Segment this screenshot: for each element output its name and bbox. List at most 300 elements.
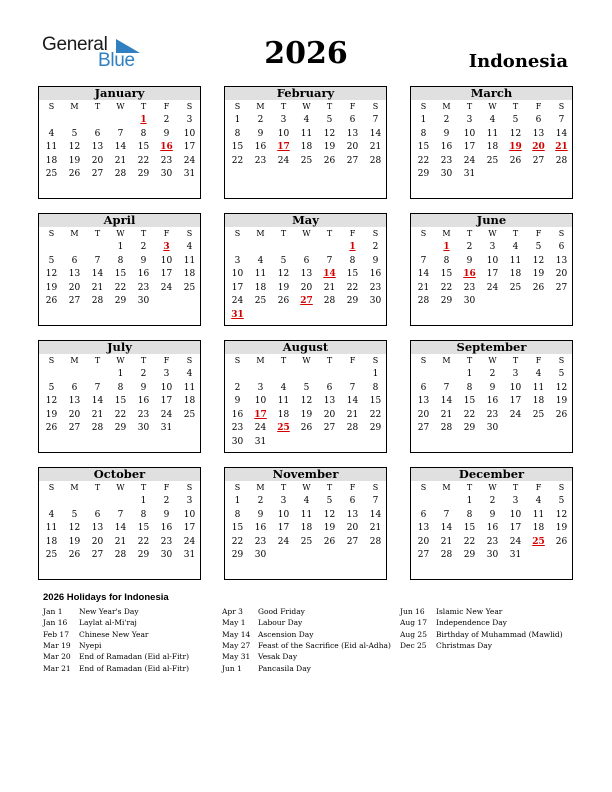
day-cell: 17 [160, 269, 173, 280]
day-cell: 28 [417, 296, 430, 307]
day-cell: 8 [349, 255, 356, 266]
day-cell: 22 [463, 409, 476, 420]
month-april [38, 213, 201, 326]
day-cell: 18 [45, 536, 58, 547]
weekday-header: W [488, 102, 497, 111]
holiday-name: Good Friday [258, 607, 305, 616]
weekday-header: S [372, 356, 379, 365]
holiday-name: Feast of the Sacrifice (Eid al-Adha) [258, 640, 391, 650]
day-cell: 11 [486, 128, 499, 139]
day-cell: 27 [346, 536, 359, 547]
day-cell: 16 [137, 396, 150, 407]
weekday-header: S [186, 483, 193, 492]
weekday-header: F [349, 102, 356, 111]
weekday-header: F [349, 356, 356, 365]
day-cell: 4 [186, 242, 193, 252]
day-cell: 5 [326, 496, 333, 506]
day-cell: 7 [443, 382, 450, 393]
day-cell: 31 [183, 550, 196, 561]
weekday-header: F [535, 229, 542, 238]
holiday-name: End of Ramadan (Eid al-Fitr) [79, 663, 190, 673]
holiday-day-cell: 17 [254, 409, 267, 420]
day-cell: 1 [117, 242, 124, 252]
month-february [224, 86, 387, 199]
weekday-header: T [466, 356, 473, 365]
day-cell: 26 [45, 296, 58, 307]
weekday-header: T [280, 483, 287, 492]
day-cell: 14 [369, 128, 382, 139]
weekday-header-row [39, 482, 200, 494]
day-cell: 13 [91, 142, 104, 153]
weekday-header: T [326, 102, 333, 111]
day-cell: 17 [183, 142, 196, 153]
weekday-header: F [535, 356, 542, 365]
weekday-header: M [256, 229, 265, 238]
holiday-date: Jan 16 [43, 618, 68, 628]
day-cell: 7 [420, 255, 427, 266]
day-cell: 7 [117, 509, 124, 520]
holiday-day-cell: 3 [163, 242, 170, 252]
month-title: November [225, 468, 386, 481]
day-cell: 28 [369, 536, 382, 547]
day-cell: 13 [323, 396, 336, 407]
day-cell: 8 [140, 509, 147, 520]
day-cell: 10 [463, 128, 476, 139]
day-cell: 30 [137, 423, 150, 434]
weekday-header-row [225, 228, 386, 240]
weekday-header: F [349, 229, 356, 238]
day-cell: 4 [257, 255, 264, 266]
weekday-header-row [411, 355, 572, 367]
day-cell: 2 [257, 115, 264, 125]
weekday-header: S [234, 229, 241, 238]
weekday-header: M [442, 483, 451, 492]
day-cell: 3 [512, 496, 519, 506]
day-cell: 18 [277, 409, 290, 420]
day-cell: 8 [372, 382, 379, 393]
weekday-header: T [466, 483, 473, 492]
weekday-header: F [535, 102, 542, 111]
day-cell: 31 [160, 423, 173, 434]
day-cell: 12 [509, 128, 522, 139]
weekday-header: W [116, 229, 125, 238]
day-cell: 11 [509, 255, 522, 266]
day-cell: 2 [489, 496, 496, 506]
day-cell: 28 [323, 296, 336, 307]
holiday-name: Chinese New Year [79, 629, 149, 639]
day-cell: 5 [71, 509, 78, 520]
day-cell: 4 [303, 115, 310, 125]
day-cell: 24 [183, 155, 196, 166]
day-cell: 27 [417, 423, 430, 434]
day-cell: 14 [91, 396, 104, 407]
holiday-date: Mar 20 [43, 652, 71, 662]
day-cell: 21 [323, 282, 336, 293]
day-cell: 14 [91, 269, 104, 280]
day-cell: 21 [440, 409, 453, 420]
day-cell: 26 [323, 155, 336, 166]
logo-word-general: General [42, 34, 108, 55]
day-cell: 21 [440, 536, 453, 547]
day-cell: 30 [231, 437, 244, 447]
day-cell: 10 [160, 255, 173, 266]
day-cell: 8 [466, 509, 473, 520]
day-cell: 14 [555, 128, 568, 139]
day-cell: 21 [346, 409, 359, 420]
day-cell: 4 [535, 369, 542, 379]
day-cell: 7 [372, 115, 379, 125]
month-may [224, 213, 387, 326]
day-cell: 19 [277, 282, 290, 293]
day-cell: 24 [463, 155, 476, 166]
day-cell: 18 [300, 523, 313, 534]
day-cell: 26 [532, 282, 545, 293]
day-cell: 20 [68, 282, 81, 293]
weekday-header: F [163, 483, 170, 492]
day-cell: 23 [463, 282, 476, 293]
day-cell: 23 [254, 536, 267, 547]
day-cell: 28 [346, 423, 359, 434]
day-cell: 29 [137, 169, 150, 180]
day-cell: 18 [509, 269, 522, 280]
weekday-header: W [116, 102, 125, 111]
day-cell: 22 [369, 409, 382, 420]
day-cell: 3 [257, 382, 264, 393]
month-august [224, 340, 387, 453]
holiday-day-cell: 1 [140, 115, 147, 125]
day-cell: 7 [349, 382, 356, 393]
day-cell: 24 [183, 536, 196, 547]
day-cell: 11 [183, 382, 196, 393]
holiday-name: End of Ramadan (Eid al-Fitr) [79, 652, 190, 662]
weekday-header: F [535, 483, 542, 492]
day-cell: 10 [183, 509, 196, 520]
day-cell: 8 [443, 255, 450, 266]
day-cell: 11 [45, 523, 58, 534]
weekday-header-row [39, 355, 200, 367]
day-cell: 11 [45, 142, 58, 153]
weekday-header: T [512, 483, 519, 492]
day-cell: 9 [163, 509, 170, 520]
holiday-name: Vesak Day [258, 652, 298, 662]
day-cell: 1 [234, 496, 241, 506]
day-cell: 13 [68, 396, 81, 407]
day-cell: 22 [137, 536, 150, 547]
day-cell: 3 [466, 115, 473, 125]
day-cell: 27 [555, 282, 568, 293]
day-cell: 19 [68, 155, 81, 166]
day-cell: 11 [532, 509, 545, 520]
weekday-header: F [163, 102, 170, 111]
weekday-header-row [225, 101, 386, 113]
day-cell: 8 [117, 255, 124, 266]
holiday-day-cell: 31 [231, 310, 244, 320]
month-title: January [39, 87, 200, 100]
weekday-header: W [488, 229, 497, 238]
holiday-name: Ascension Day [258, 629, 314, 639]
month-title: October [39, 468, 200, 481]
day-cell: 26 [45, 423, 58, 434]
day-cell: 8 [117, 382, 124, 393]
day-cell: 13 [68, 269, 81, 280]
day-cell: 2 [163, 496, 170, 506]
weekday-header: T [280, 356, 287, 365]
day-cell: 31 [254, 437, 267, 447]
day-cell: 5 [558, 369, 565, 379]
day-cell: 15 [440, 269, 453, 280]
holiday-date: Mar 21 [43, 663, 71, 673]
day-cell: 23 [160, 155, 173, 166]
weekday-header: T [280, 102, 287, 111]
month-july [38, 340, 201, 453]
day-cell: 10 [277, 128, 290, 139]
day-cell: 20 [417, 536, 430, 547]
day-cell: 20 [555, 269, 568, 280]
weekday-header: S [372, 102, 379, 111]
day-cell: 28 [440, 550, 453, 561]
day-cell: 12 [277, 269, 290, 280]
weekday-header: S [558, 483, 565, 492]
day-cell: 1 [420, 115, 427, 125]
day-cell: 30 [463, 296, 476, 307]
day-cell: 26 [555, 536, 568, 547]
weekday-header: M [256, 356, 265, 365]
day-cell: 8 [420, 128, 427, 139]
weekday-header: S [48, 102, 55, 111]
day-cell: 3 [280, 496, 287, 506]
weekday-header-row [39, 101, 200, 113]
day-cell: 15 [369, 396, 382, 407]
holiday-day-cell: 25 [277, 423, 290, 434]
day-cell: 17 [463, 142, 476, 153]
holiday-name: Christmas Day [436, 640, 492, 650]
day-cell: 31 [183, 169, 196, 180]
day-cell: 5 [326, 115, 333, 125]
day-cell: 25 [45, 169, 58, 180]
day-cell: 20 [91, 155, 104, 166]
day-cell: 19 [68, 536, 81, 547]
day-cell: 15 [346, 269, 359, 280]
day-cell: 6 [420, 509, 427, 520]
day-cell: 3 [234, 255, 241, 266]
day-cell: 5 [280, 255, 287, 266]
country-name: Indonesia [468, 51, 568, 72]
holiday-date: Mar 19 [43, 640, 71, 650]
day-cell: 30 [137, 296, 150, 307]
holiday-name: New Year's Day [79, 607, 139, 616]
day-cell: 12 [532, 255, 545, 266]
day-cell: 15 [137, 523, 150, 534]
day-cell: 17 [277, 523, 290, 534]
day-cell: 23 [440, 155, 453, 166]
weekday-header: M [70, 229, 79, 238]
holiday-day-cell: 20 [532, 142, 545, 153]
day-cell: 13 [346, 128, 359, 139]
weekday-header: S [420, 483, 427, 492]
month-title: March [411, 87, 572, 100]
day-cell: 5 [48, 382, 55, 393]
holiday-name: Nyepi [79, 640, 102, 650]
day-cell: 30 [160, 550, 173, 561]
day-cell: 16 [254, 523, 267, 534]
holiday-day-cell: 14 [323, 269, 336, 280]
day-cell: 21 [417, 282, 430, 293]
day-cell: 22 [231, 155, 244, 166]
day-cell: 6 [326, 382, 333, 393]
day-cell: 29 [114, 423, 127, 434]
day-cell: 12 [68, 523, 81, 534]
day-cell: 24 [509, 409, 522, 420]
day-cell: 24 [254, 423, 267, 434]
day-cell: 21 [114, 536, 127, 547]
holiday-date: Aug 17 [400, 618, 427, 628]
weekday-header-row [225, 482, 386, 494]
day-cell: 22 [137, 155, 150, 166]
day-cell: 26 [300, 423, 313, 434]
day-cell: 11 [277, 396, 290, 407]
day-cell: 1 [140, 496, 147, 506]
weekday-header: S [234, 483, 241, 492]
day-cell: 22 [114, 282, 127, 293]
weekday-header: S [372, 483, 379, 492]
day-cell: 16 [486, 396, 499, 407]
day-cell: 9 [372, 255, 379, 266]
day-cell: 29 [417, 169, 430, 180]
holiday-date: Jan 1 [43, 607, 63, 616]
day-cell: 6 [303, 255, 310, 266]
day-cell: 29 [346, 296, 359, 307]
day-cell: 18 [183, 396, 196, 407]
day-cell: 2 [140, 242, 147, 252]
holiday-day-cell: 25 [532, 536, 545, 547]
day-cell: 19 [300, 409, 313, 420]
day-cell: 14 [369, 509, 382, 520]
holiday-date: May 1 [222, 618, 246, 628]
day-cell: 3 [512, 369, 519, 379]
weekday-header: W [302, 229, 311, 238]
day-cell: 7 [117, 128, 124, 139]
day-cell: 27 [91, 550, 104, 561]
day-cell: 20 [68, 409, 81, 420]
day-cell: 7 [558, 115, 565, 125]
weekday-header: F [349, 483, 356, 492]
day-cell: 12 [45, 269, 58, 280]
day-cell: 31 [509, 550, 522, 561]
day-cell: 29 [463, 423, 476, 434]
day-cell: 4 [186, 369, 193, 379]
day-cell: 26 [509, 155, 522, 166]
day-cell: 2 [140, 369, 147, 379]
day-cell: 20 [323, 409, 336, 420]
day-cell: 16 [369, 269, 382, 280]
month-june [410, 213, 573, 326]
day-cell: 15 [463, 523, 476, 534]
weekday-header: S [558, 229, 565, 238]
day-cell: 10 [160, 382, 173, 393]
day-cell: 24 [277, 155, 290, 166]
day-cell: 23 [254, 155, 267, 166]
day-cell: 26 [68, 169, 81, 180]
weekday-header: T [280, 229, 287, 238]
weekday-header: M [70, 102, 79, 111]
day-cell: 11 [183, 255, 196, 266]
weekday-header: S [48, 483, 55, 492]
weekday-header: T [466, 229, 473, 238]
weekday-header: M [70, 483, 79, 492]
day-cell: 29 [231, 550, 244, 561]
day-cell: 5 [303, 382, 310, 393]
day-cell: 4 [48, 509, 55, 520]
calendar-year: 2026 [264, 36, 348, 71]
day-cell: 29 [440, 296, 453, 307]
day-cell: 7 [326, 255, 333, 266]
day-cell: 23 [486, 536, 499, 547]
month-january [38, 86, 201, 199]
weekday-header: M [256, 483, 265, 492]
weekday-header: T [94, 483, 101, 492]
day-cell: 28 [114, 550, 127, 561]
weekday-header-row [411, 228, 572, 240]
month-september [410, 340, 573, 453]
day-cell: 19 [323, 142, 336, 153]
day-cell: 6 [420, 382, 427, 393]
day-cell: 16 [254, 142, 267, 153]
weekday-header: M [442, 229, 451, 238]
day-cell: 26 [323, 536, 336, 547]
day-cell: 12 [300, 396, 313, 407]
day-cell: 2 [257, 496, 264, 506]
day-cell: 25 [45, 550, 58, 561]
weekday-header: T [326, 229, 333, 238]
day-cell: 18 [486, 142, 499, 153]
day-cell: 19 [555, 523, 568, 534]
day-cell: 9 [140, 382, 147, 393]
day-cell: 10 [183, 128, 196, 139]
day-cell: 4 [48, 128, 55, 139]
day-cell: 9 [163, 128, 170, 139]
day-cell: 14 [440, 396, 453, 407]
day-cell: 18 [532, 523, 545, 534]
day-cell: 28 [91, 296, 104, 307]
holiday-name: Birthday of Muhammad (Mawlid) [436, 629, 563, 639]
day-cell: 1 [466, 369, 473, 379]
weekday-header: S [420, 102, 427, 111]
day-cell: 14 [417, 269, 430, 280]
day-cell: 9 [257, 128, 264, 139]
day-cell: 24 [231, 296, 244, 307]
day-cell: 22 [417, 155, 430, 166]
day-cell: 14 [440, 523, 453, 534]
day-cell: 6 [535, 115, 542, 125]
day-cell: 9 [140, 255, 147, 266]
day-cell: 28 [114, 169, 127, 180]
day-cell: 22 [231, 536, 244, 547]
day-cell: 13 [555, 255, 568, 266]
weekday-header: S [558, 102, 565, 111]
day-cell: 27 [346, 155, 359, 166]
day-cell: 25 [183, 409, 196, 420]
weekday-header-row [39, 228, 200, 240]
day-cell: 23 [486, 409, 499, 420]
month-title: September [411, 341, 572, 354]
day-cell: 3 [163, 369, 170, 379]
day-cell: 11 [254, 269, 267, 280]
day-cell: 8 [234, 509, 241, 520]
month-october [38, 467, 201, 580]
day-cell: 7 [94, 255, 101, 266]
day-cell: 10 [509, 382, 522, 393]
day-cell: 25 [509, 282, 522, 293]
